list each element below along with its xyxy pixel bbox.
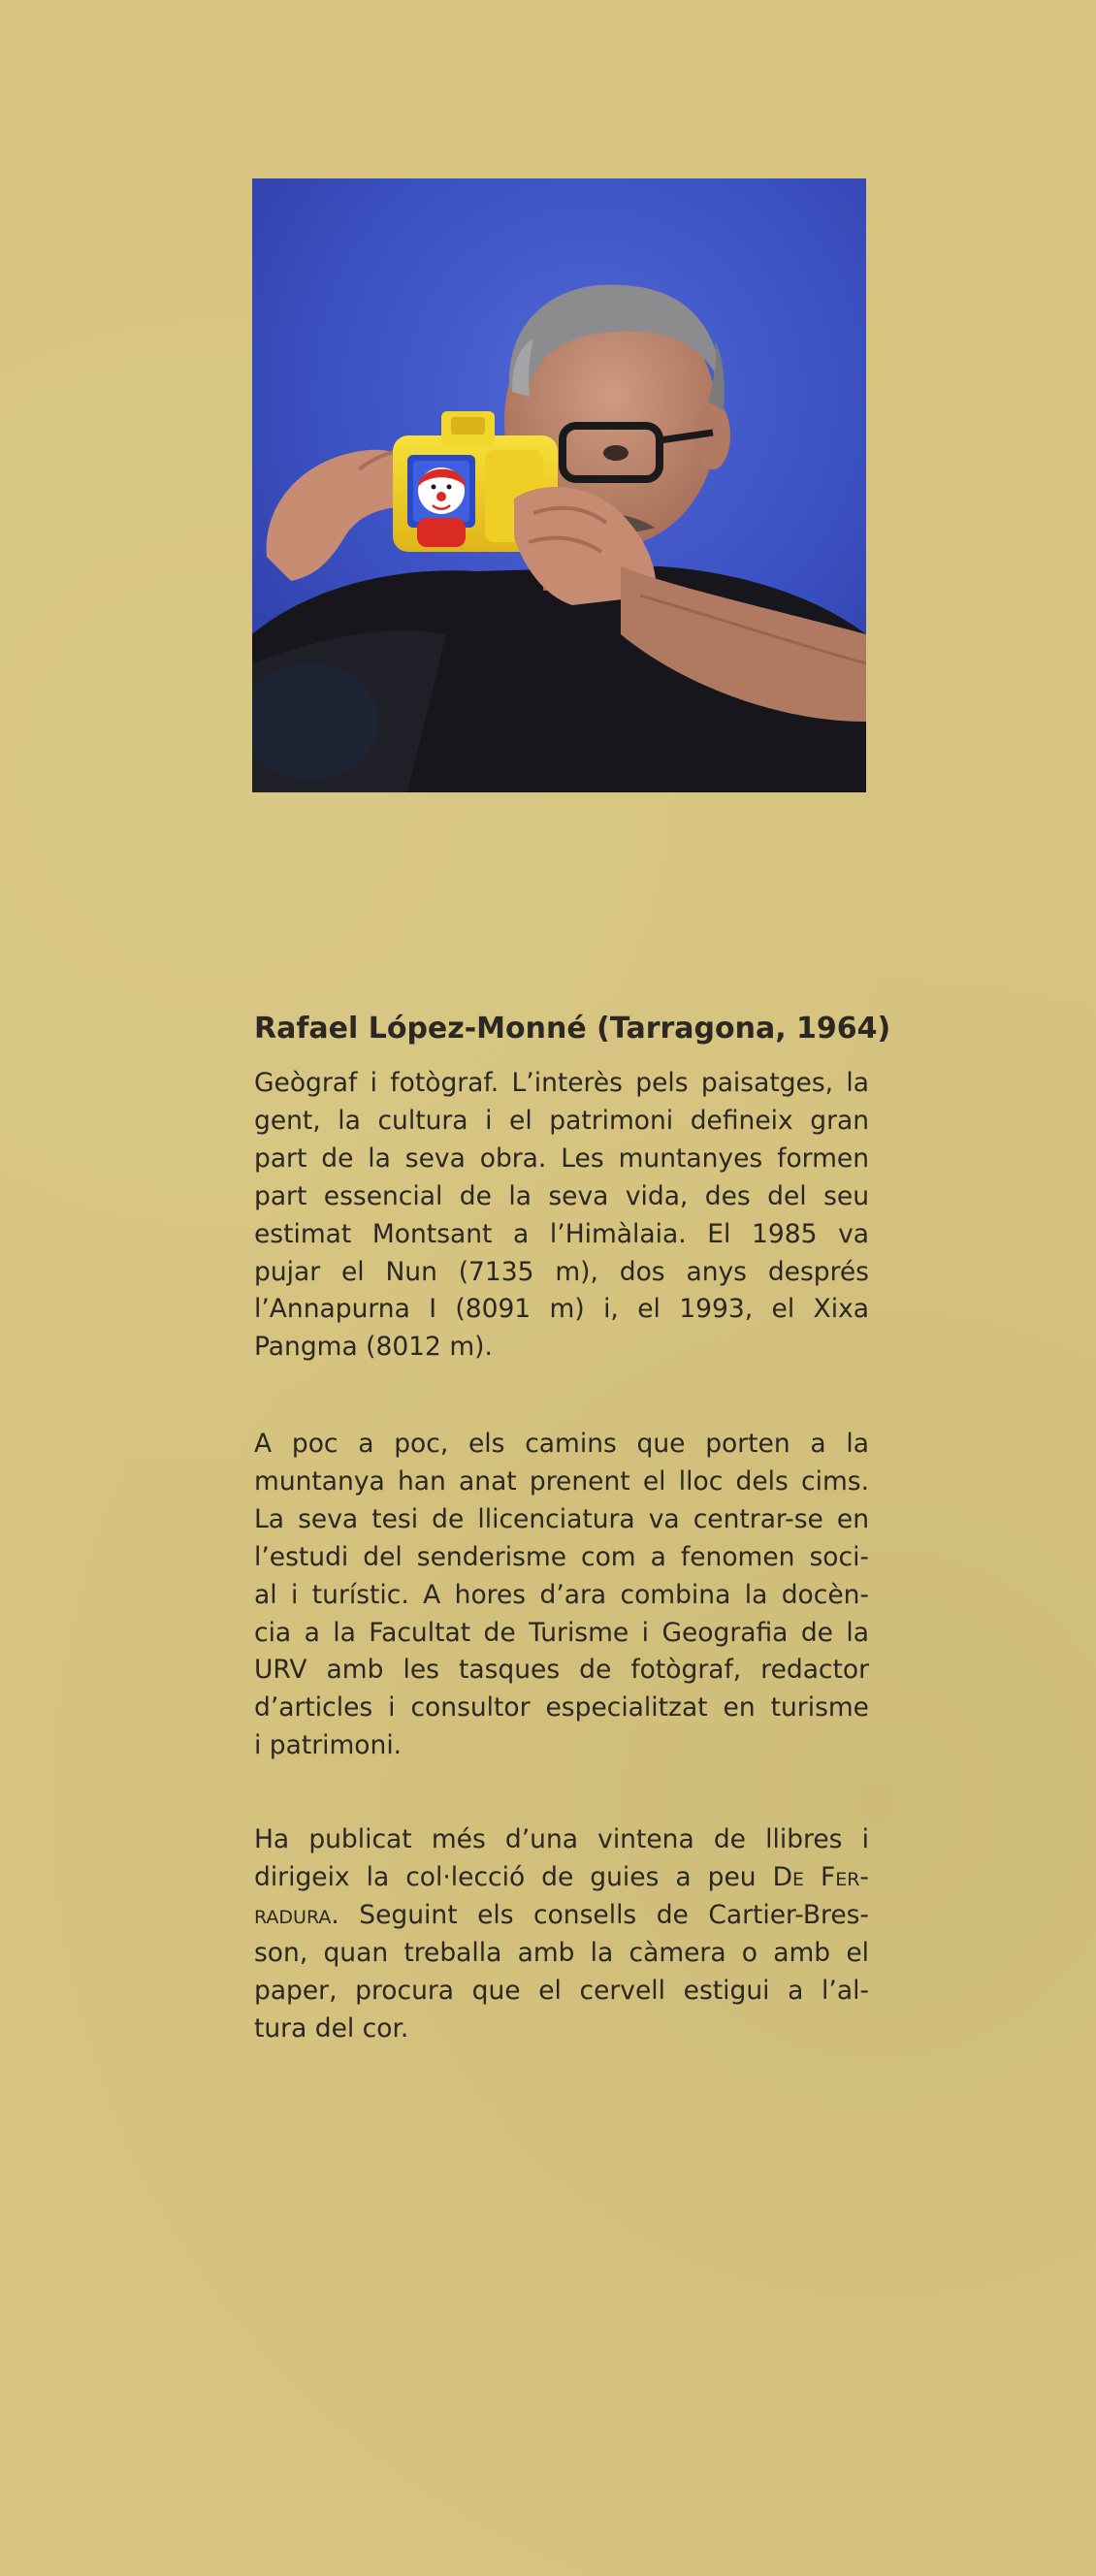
- text-segment: . Seguint els consells de Cartier-Bres-: [331, 1899, 869, 1930]
- text-line: A poc a poc, els camins que porten a la: [254, 1429, 869, 1459]
- text-line: estimat Montsant a l’Himàlaia. El 1985 va: [254, 1218, 869, 1249]
- text-line: l’estudi del senderisme com a fenomen soci-: [254, 1541, 869, 1572]
- text-line: son, quan treballa amb la càmera o amb el: [254, 1937, 869, 1968]
- text-line: cia a la Facultat de Turisme i Geografia de la: [254, 1617, 869, 1648]
- bio-paragraph-3: [254, 1821, 869, 2047]
- text-line: La seva tesi de llicenciatura va centrar-se en: [254, 1503, 869, 1534]
- text-line: Ha publicat més d’una vintena de llibres i: [254, 1824, 869, 1854]
- text-line: d’articles i consultor especialitzat en turisme: [254, 1692, 869, 1723]
- text-line: al i turístic. A hores d’ara combina la docèn-: [254, 1579, 869, 1610]
- text-line: URV amb les tasques de fotògraf, redactor: [254, 1655, 869, 1686]
- author-portrait-photo: [252, 178, 866, 792]
- text-line: part essencial de la seva vida, des del seu: [254, 1180, 869, 1211]
- bio-paragraph-1: [254, 1065, 869, 1367]
- text-line: tura del cor.: [254, 2012, 409, 2044]
- author-name-heading: Rafael López-Monné (Tarragona, 1964): [254, 1012, 891, 1046]
- series-title-smallcaps: radura: [254, 1899, 332, 1930]
- text-segment: dirigeix la col·lecció de guies a peu: [254, 1861, 773, 1892]
- text-line: part de la seva obra. Les muntanyes formen: [254, 1143, 869, 1174]
- text-line: l’Annapurna I (8091 m) i, el 1993, el Xixa: [254, 1294, 869, 1325]
- text-line: muntanya han anat prenent el lloc dels cims.: [254, 1465, 869, 1497]
- series-title-smallcaps: De Fer-: [772, 1861, 869, 1892]
- text-line: gent, la cultura i el patrimoni defineix gran: [254, 1105, 869, 1136]
- text-line: pujar el Nun (7135 m), dos anys després: [254, 1256, 869, 1287]
- text-line: [254, 1897, 869, 1935]
- text-line: i patrimoni.: [254, 1730, 403, 1761]
- text-line: paper, procura que el cervell estigui a l’al-: [254, 1975, 869, 2006]
- text-line: [254, 1859, 869, 1897]
- text-line: Geògraf i fotògraf. L’interès pels paisatges, la: [254, 1068, 869, 1098]
- text-line: Pangma (8012 m).: [254, 1332, 493, 1363]
- bio-paragraph-2: [254, 1426, 869, 1765]
